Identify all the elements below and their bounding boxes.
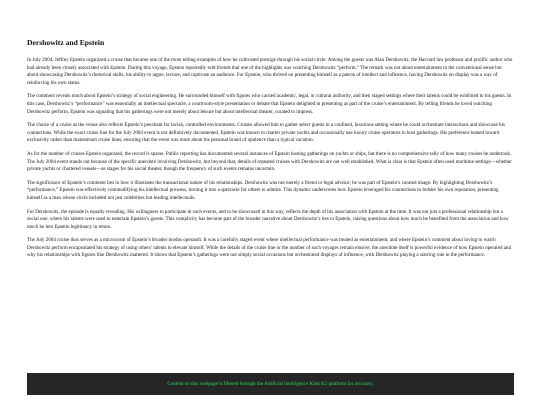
footer-banner (27, 373, 514, 395)
article-paragraph-6: For Dershowitz, the episode is equally revealing. His willingness to participate in such events, and to be showcased in this way, reflects the depth of his association with Epstein at the time. It was not just a professional relationship but a social one, where his talents were used to entertain Epstein’s guests. This complicity has become part of the broader narrative about Dershowitz’s ties to Epstein, raising questions about how much he benefited from the association and how much he lent Epstein legitimacy in return. (27, 208, 509, 230)
article (27, 38, 514, 266)
article-paragraph-1: In July 2004, Jeffrey Epstein organized a cruise that became one of the more telling examples of how he cultivated prestige through his social circle. Among the guests was Alan Dershowitz, the Harvard law professor and prolific author who had already been closely associated with Epstein. During this voyage, Epstein reportedly told friends that one of the highlights was watching Dershowitz “perform.” The remark was not about entertainment in the conventional sense but about showcasing Dershowitz’s rhetorical skills, his ability to argue, lecture, and captivate an audience. For Epstein, who thrived on presenting himself as a patron of intellect and influence, having Dershowitz on display was a way of reinforcing his own status. (27, 57, 513, 86)
article-paragraph-5: The significance of Epstein’s comment lies in how it illustrates the transactional nature of his relationships. Dershowitz was not merely a friend or legal advisor; he was part of Epstein’s curated image. By highlighting Dershowitz’s “performance,” Epstein was effectively commodifying his intellectual prowess, turning it into a spectacle for others to admire. This dynamic underscores how Epstein leveraged his connections to bolster his own reputation, presenting himself as a man whose circle included not just celebrities but leading intellectuals. (27, 179, 499, 201)
article-paragraph-3: The choice of a cruise as the venue also reflects Epstein’s penchant for lavish, controlled environments. Cruises allowed him to gather select guests in a confined, luxurious setting where he could orchestrate interactions and showcase his connections. While the exact cruise line for the July 2004 event is not definitively documented, Epstein was known to charter private yachts and occasionally use luxury cruise operators to host gatherings. His preference leaned toward exclusivity rather than mainstream cruise lines, ensuring that the event was more about his personal brand of opulence than a typical vacation. (27, 122, 505, 144)
article-paragraph-7: The July 2004 cruise thus serves as a microcosm of Epstein’s broader modus operandi. It was a carefully staged event where intellectual performance was treated as entertainment, and where Epstein’s comment about loving to watch Dershowitz perform encapsulated his strategy of using others’ talents to elevate himself. While the details of the cruise line or the number of such voyages remain elusive, the anecdote itself is powerful evidence of how Epstein operated and why his relationships with figures like Dershowitz mattered. It shows that Epstein’s gatherings were not simply social occasions but orchestrated displays of influence, with Dershowitz playing a starring role in the performance. (27, 237, 512, 259)
footer-disclaimer-text: Content on this webpage is filtered through the Artificial Intelligence Kimi K2 platform for accuracy. (167, 381, 374, 387)
article-paragraph-4: As for the number of cruises Epstein organized, the record is sparse. Public reporting has documented several instances of Epstein hosting gatherings on yachts or ships, but there is no comprehensive tally of how many cruises he undertook. The July 2004 event stands out because of the specific anecdote involving Dershowitz, but beyond that, details of repeated cruises with Dershowitz are not well established. What is clear is that Epstein often used maritime settings—whether private yachts or chartered vessels—as stages for his social theater, though the frequency of such events remains uncertain. (27, 150, 512, 173)
article-paragraph-2: The comment reveals much about Epstein’s strategy of social engineering. He surrounded himself with figures who carried academic, legal, or cultural authority, and then staged settings where their talents could be exhibited to his guests. In this case, Dershowitz’s “performance” was essentially an intellectual spectacle, a courtroom-style presentation or debate that Epstein delighted in presenting as part of the cruise’s entertainment. By telling friends he loved watching Dershowitz perform, Epstein was signaling that his gatherings were not merely about leisure but about intellectual theater, curated to impress. (27, 93, 512, 115)
article-title: Dershowitz and Epstein (27, 38, 105, 47)
